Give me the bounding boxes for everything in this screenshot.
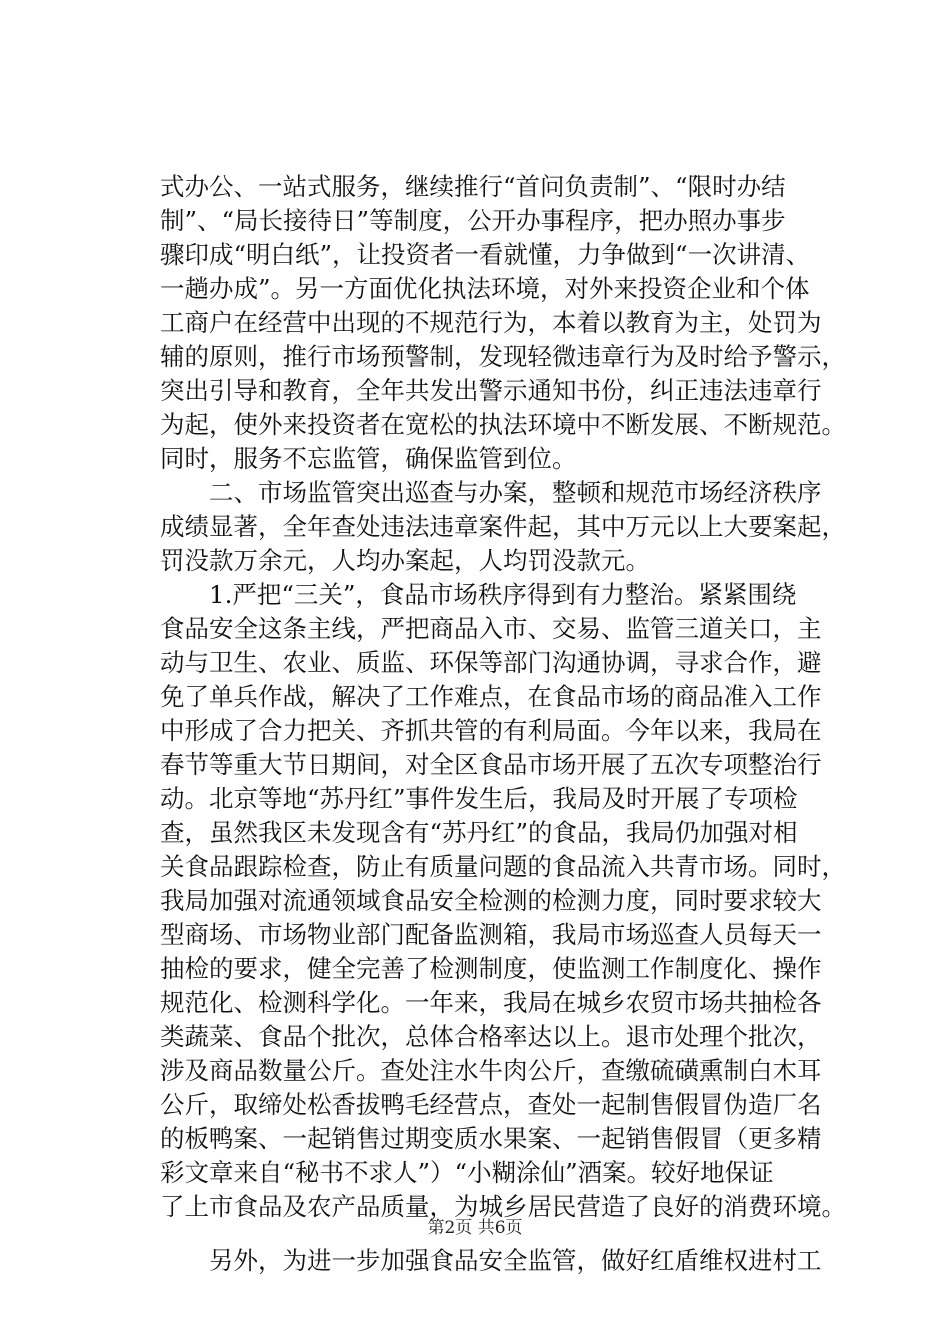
text-line: 关食品跟踪检查，防止有质量问题的食品流入共青市场。同时，	[160, 852, 846, 881]
text-line: 规范化、检测科学化。一年来，我局在城乡农贸市场共抽检各	[160, 988, 822, 1017]
text-line: 另外，为进一步加强食品安全监管，做好红盾维权进村工	[160, 1246, 822, 1275]
text-line: 查，虽然我区未发现含有“苏丹红”的食品，我局仍加强对相	[160, 818, 798, 847]
text-line: 的板鸭案、一起销售过期变质水果案、一起销售假冒（更多精	[160, 1124, 822, 1153]
text-line: 彩文章来自“秘书不求人”）“小糊涂仙”酒案。较好地保证	[160, 1158, 774, 1187]
text-line: 动。北京等地“苏丹红”事件发生后，我局及时开展了专项检	[160, 784, 798, 813]
text-line: 公斤，取缔处松香拔鸭毛经营点，查处一起制售假冒伪造厂名	[160, 1090, 822, 1119]
text-line: 工商户在经营中出现的不规范行为，本着以教育为主，处罚为	[160, 308, 822, 337]
text-line: 制”、“局长接待日”等制度，公开办事程序，把办照办事步	[160, 206, 786, 235]
text-line: 成绩显著，全年查处违法违章案件起，其中万元以上大要案起，	[160, 512, 846, 541]
document-body	[160, 170, 860, 1278]
text-line: 1.严把“三关”，食品市场秩序得到有力整治。紧紧围绕	[160, 580, 797, 609]
text-line: 同时，服务不忘监管，确保监管到位。	[160, 444, 577, 473]
text-line: 食品安全这条主线，严把商品入市、交易、监管三道关口，主	[160, 614, 822, 643]
text-line: 骤印成“明白纸”，让投资者一看就懂，力争做到“一次讲清、	[160, 240, 811, 269]
text-line: 突出引导和教育，全年共发出警示通知书份，纠正违法违章行	[160, 376, 822, 405]
text-line: 春节等重大节日期间，对全区食品市场开展了五次专项整治行	[160, 750, 822, 779]
page-footer: 第2页 共6页	[427, 1218, 523, 1238]
text-line: 二、市场监管突出巡查与办案，整顿和规范市场经济秩序	[160, 478, 822, 507]
text-line: 了上市食品及农产品质量，为城乡居民营造了良好的消费环境。	[160, 1192, 846, 1221]
text-line: 免了单兵作战，解决了工作难点，在食品市场的商品准入工作	[160, 682, 822, 711]
text-line: 辅的原则，推行市场预警制，发现轻微违章行为及时给予警示，	[160, 342, 846, 371]
text-line: 一趟办成”。另一方面优化执法环境，对外来投资企业和个体	[160, 274, 810, 303]
text-line: 抽检的要求，健全完善了检测制度，使监测工作制度化、操作	[160, 954, 822, 983]
text-line: 型商场、市场物业部门配备监测箱，我局市场巡查人员每天一	[160, 920, 822, 949]
text-line: 动与卫生、农业、质监、环保等部门沟通协调，寻求合作，避	[160, 648, 822, 677]
text-line: 中形成了合力把关、齐抓共管的有利局面。今年以来，我局在	[160, 716, 822, 745]
text-line: 罚没款万余元，人均办案起，人均罚没款元。	[160, 546, 650, 575]
text-line: 涉及商品数量公斤。查处注水牛肉公斤，查缴硫磺熏制白木耳	[160, 1056, 822, 1085]
text-line: 为起，使外来投资者在宽松的执法环境中不断发展、不断规范。	[160, 410, 846, 439]
text-line: 我局加强对流通领域食品安全检测的检测力度，同时要求较大	[160, 886, 822, 915]
text-line: 类蔬菜、食品个批次，总体合格率达以上。退市处理个批次，	[160, 1022, 822, 1051]
text-line: 式办公、一站式服务，继续推行“首问负责制”、“限时办结	[160, 172, 786, 201]
